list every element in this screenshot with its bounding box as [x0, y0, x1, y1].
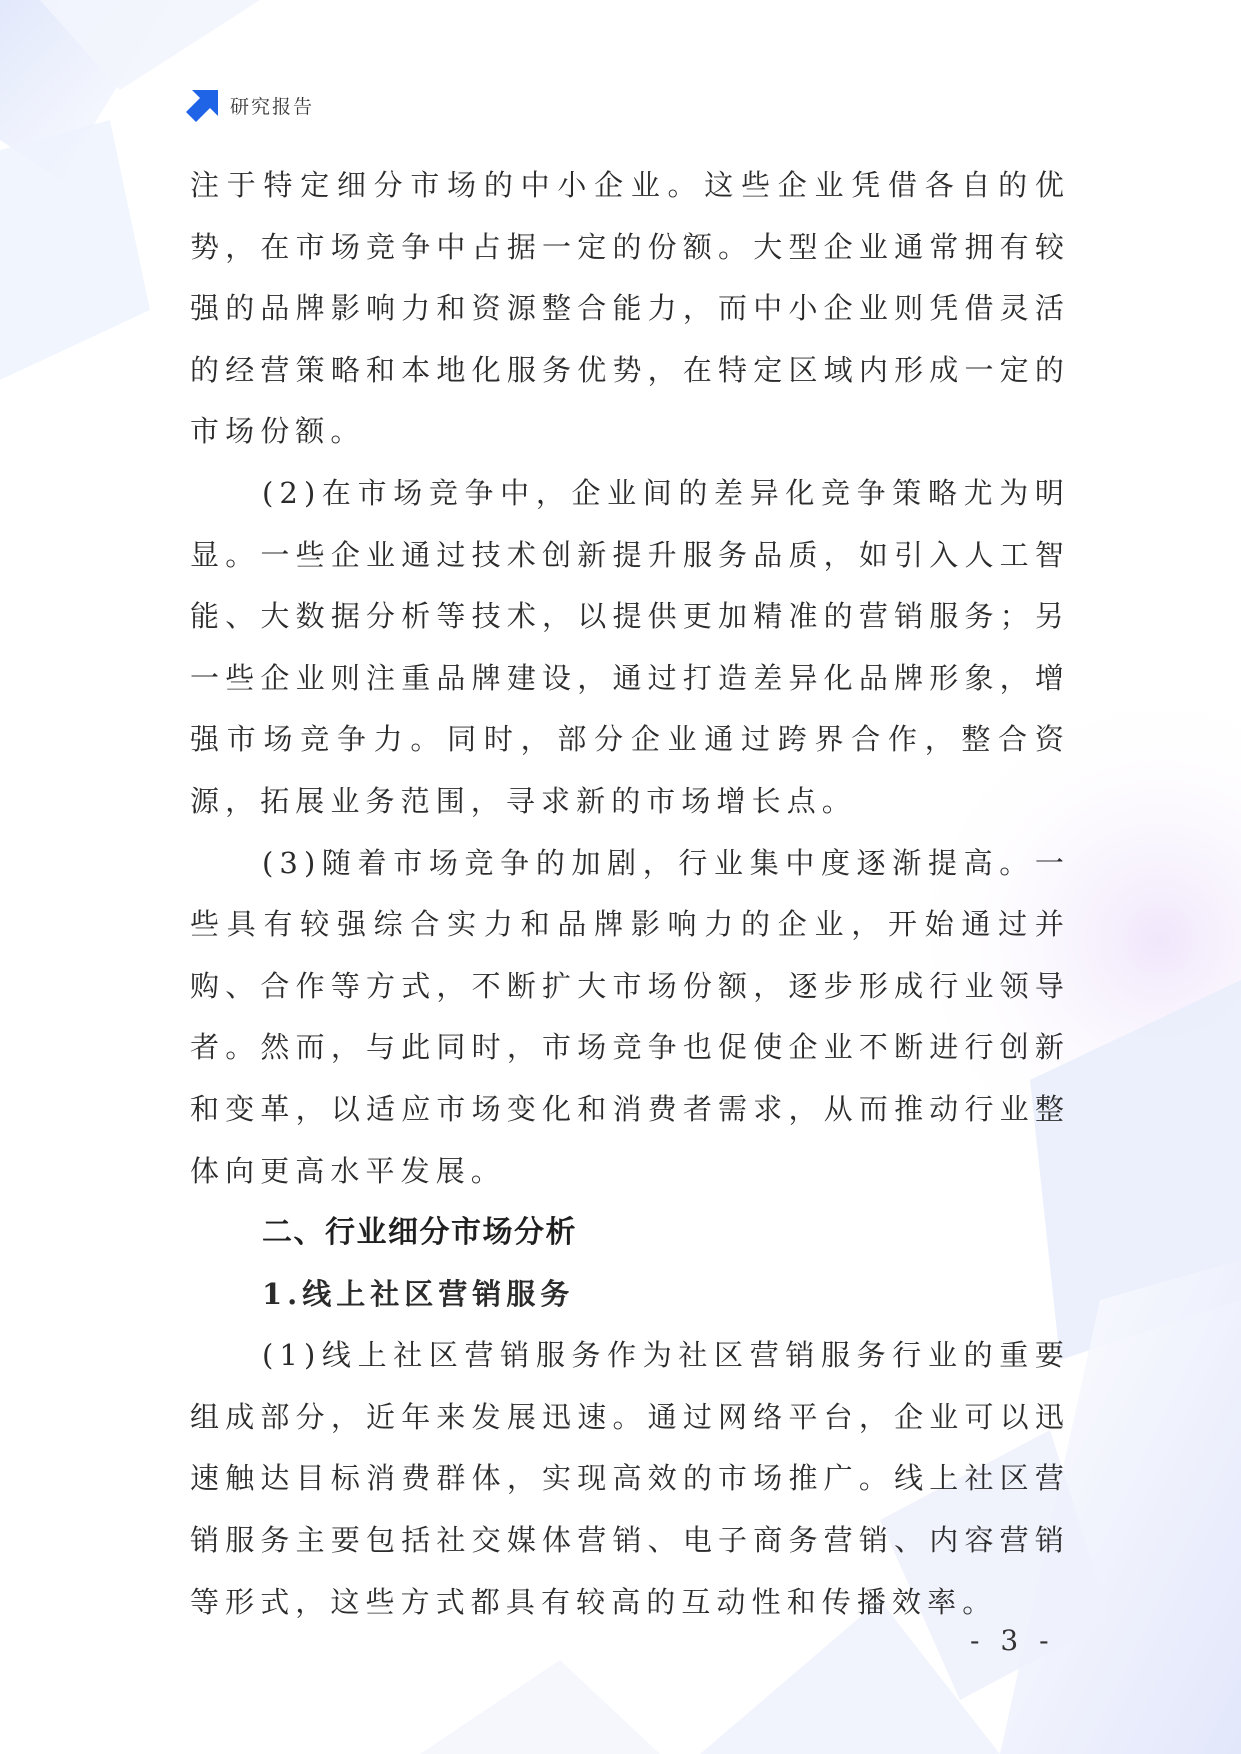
section-heading: 二、行业细分市场分析 — [262, 1215, 577, 1251]
paragraph-item-3: (3)随着市场竞争的加剧，行业集中度逐渐提高。一些具有较强综合实力和品牌影响力的企业，开始通过并购、合作等方式，不断扩大市场份额，逐步形成行业领导者。然而，与此同时，市场竞争也促使企业不断进行创新和变革，以适应市场变化和消费者需求，从而推动行业整体向更高水平发展。 — [190, 845, 1070, 1188]
header-title: 研究报告 — [230, 95, 315, 118]
paragraph-continued: 注于特定细分市场的中小企业。这些企业凭借各自的优势，在市场竞争中占据一定的份额。大型企业通常拥有较强的品牌影响力和资源整合能力，而中小企业则凭借灵活的经营策略和本地化服务优势，在特定区域内形成一定的市场份额。 — [190, 168, 1070, 449]
paragraph-item-2: (2)在市场竞争中，企业间的差异化竞争策略尤为明显。一些企业通过技术创新提升服务品质，如引入人工智能、大数据分析等技术，以提供更加精准的营销服务；另一些企业则注重品牌建设，通过打造差异化品牌形象，增强市场竞争力。同时，部分企业通过跨界合作，整合资源，拓展业务范围，寻求新的市场增长点。 — [190, 475, 1070, 818]
document-body — [190, 155, 1070, 1633]
page-header — [186, 88, 314, 122]
arrow-up-right-icon — [186, 88, 220, 122]
page-number: - 3 - — [970, 1624, 1055, 1657]
sub-heading: 1.线上社区营销服务 — [262, 1276, 575, 1311]
paragraph-online-marketing: (1)线上社区营销服务作为社区营销服务行业的重要组成部分，近年来发展迅速。通过网络平台，企业可以迅速触达目标消费群体，实现高效的市场推广。线上社区营销服务主要包括社交媒体营销、电子商务营销、内容营销等形式，这些方式都具有较高的互动性和传播效率。 — [190, 1338, 1070, 1619]
